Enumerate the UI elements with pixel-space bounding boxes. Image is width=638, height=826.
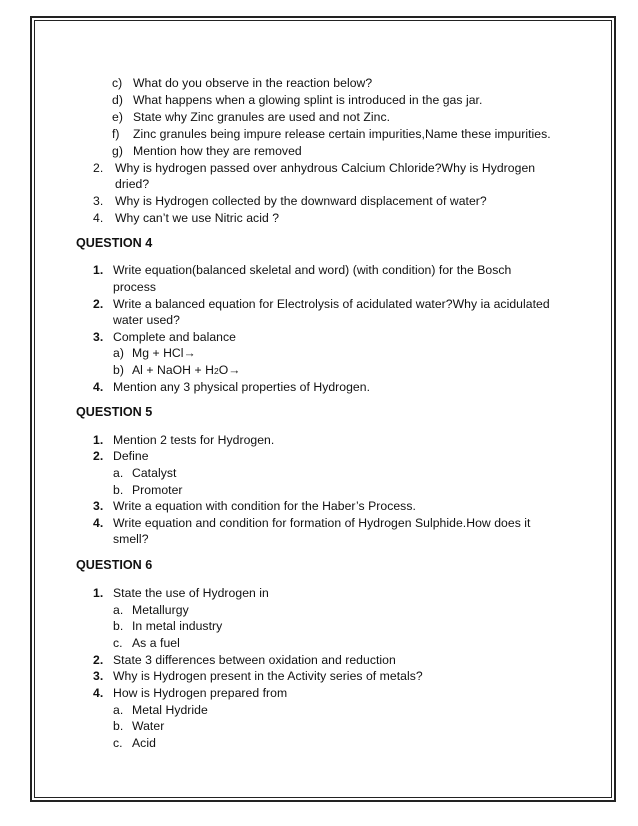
list-item-g: g) Mention how they are removed	[112, 144, 302, 158]
question-6-heading: QUESTION 6	[76, 558, 153, 572]
q4-sub-a: a) Mg + HCl→	[113, 346, 196, 360]
q6-sub-4b: b. Water	[113, 719, 165, 733]
question-4-heading: QUESTION 4	[76, 236, 153, 250]
q6-item-3: 3. Why is Hydrogen present in the Activity series of metals?	[93, 669, 423, 683]
q6-sub-1a: a. Metallurgy	[113, 603, 189, 617]
q6-sub-1b: b. In metal industry	[113, 619, 223, 633]
question-5-heading: QUESTION 5	[76, 405, 153, 419]
q6-sub-4c: c. Acid	[113, 736, 156, 750]
list-item-3: 3. Why is Hydrogen collected by the downward displacement of water?	[93, 194, 487, 208]
q5-item-4-cont: smell?	[113, 532, 149, 546]
list-item-2-cont: dried?	[115, 177, 150, 191]
q6-item-1: 1. State the use of Hydrogen in	[93, 586, 269, 600]
q4-item-1-cont: process	[113, 280, 157, 294]
q5-item-1: 1. Mention 2 tests for Hydrogen.	[93, 433, 275, 447]
q6-sub-4a: a. Metal Hydride	[113, 703, 208, 717]
list-item-4: 4. Why can’t we use Nitric acid ?	[93, 211, 280, 225]
list-item-c: c) What do you observe in the reaction below?	[112, 76, 373, 90]
q6-item-2: 2. State 3 differences between oxidation and reduction	[93, 653, 396, 667]
list-item-2: 2. Why is hydrogen passed over anhydrous Calcium Chloride?Why is Hydrogen	[93, 161, 536, 175]
q6-item-4: 4. How is Hydrogen prepared from	[93, 686, 288, 700]
q4-item-3: 3. Complete and balance	[93, 330, 236, 344]
q4-item-2: 2. Write a balanced equation for Electrolysis of acidulated water?Why ia acidulated	[93, 297, 550, 311]
q4-sub-b: b) Al + NaOH + H2O→	[113, 363, 241, 377]
subscript-2: 2	[213, 366, 219, 376]
q5-sub-a: a. Catalyst	[113, 466, 177, 480]
q4-item-1: 1. Write equation(balanced skeletal and word) (with condition) for the Bosch	[93, 263, 512, 277]
q5-item-3: 3. Write a equation with condition for the Haber’s Process.	[93, 499, 416, 513]
q4-item-4: 4. Mention any 3 physical properties of Hydrogen.	[93, 380, 371, 394]
list-item-d: d) What happens when a glowing splint is introduced in the gas jar.	[112, 93, 483, 107]
q6-sub-1c: c. As a fuel	[113, 636, 180, 650]
q5-item-2: 2. Define	[93, 449, 149, 463]
list-item-e: e) State why Zinc granules are used and not Zinc.	[112, 110, 391, 124]
q4-item-2-cont: water used?	[113, 313, 180, 327]
list-item-f: f) Zinc granules being impure release certain impurities,Name these impurities.	[112, 127, 551, 141]
q5-item-4: 4. Write equation and condition for formation of Hydrogen Sulphide.How does it	[93, 516, 531, 530]
q5-sub-b: b. Promoter	[113, 483, 183, 497]
